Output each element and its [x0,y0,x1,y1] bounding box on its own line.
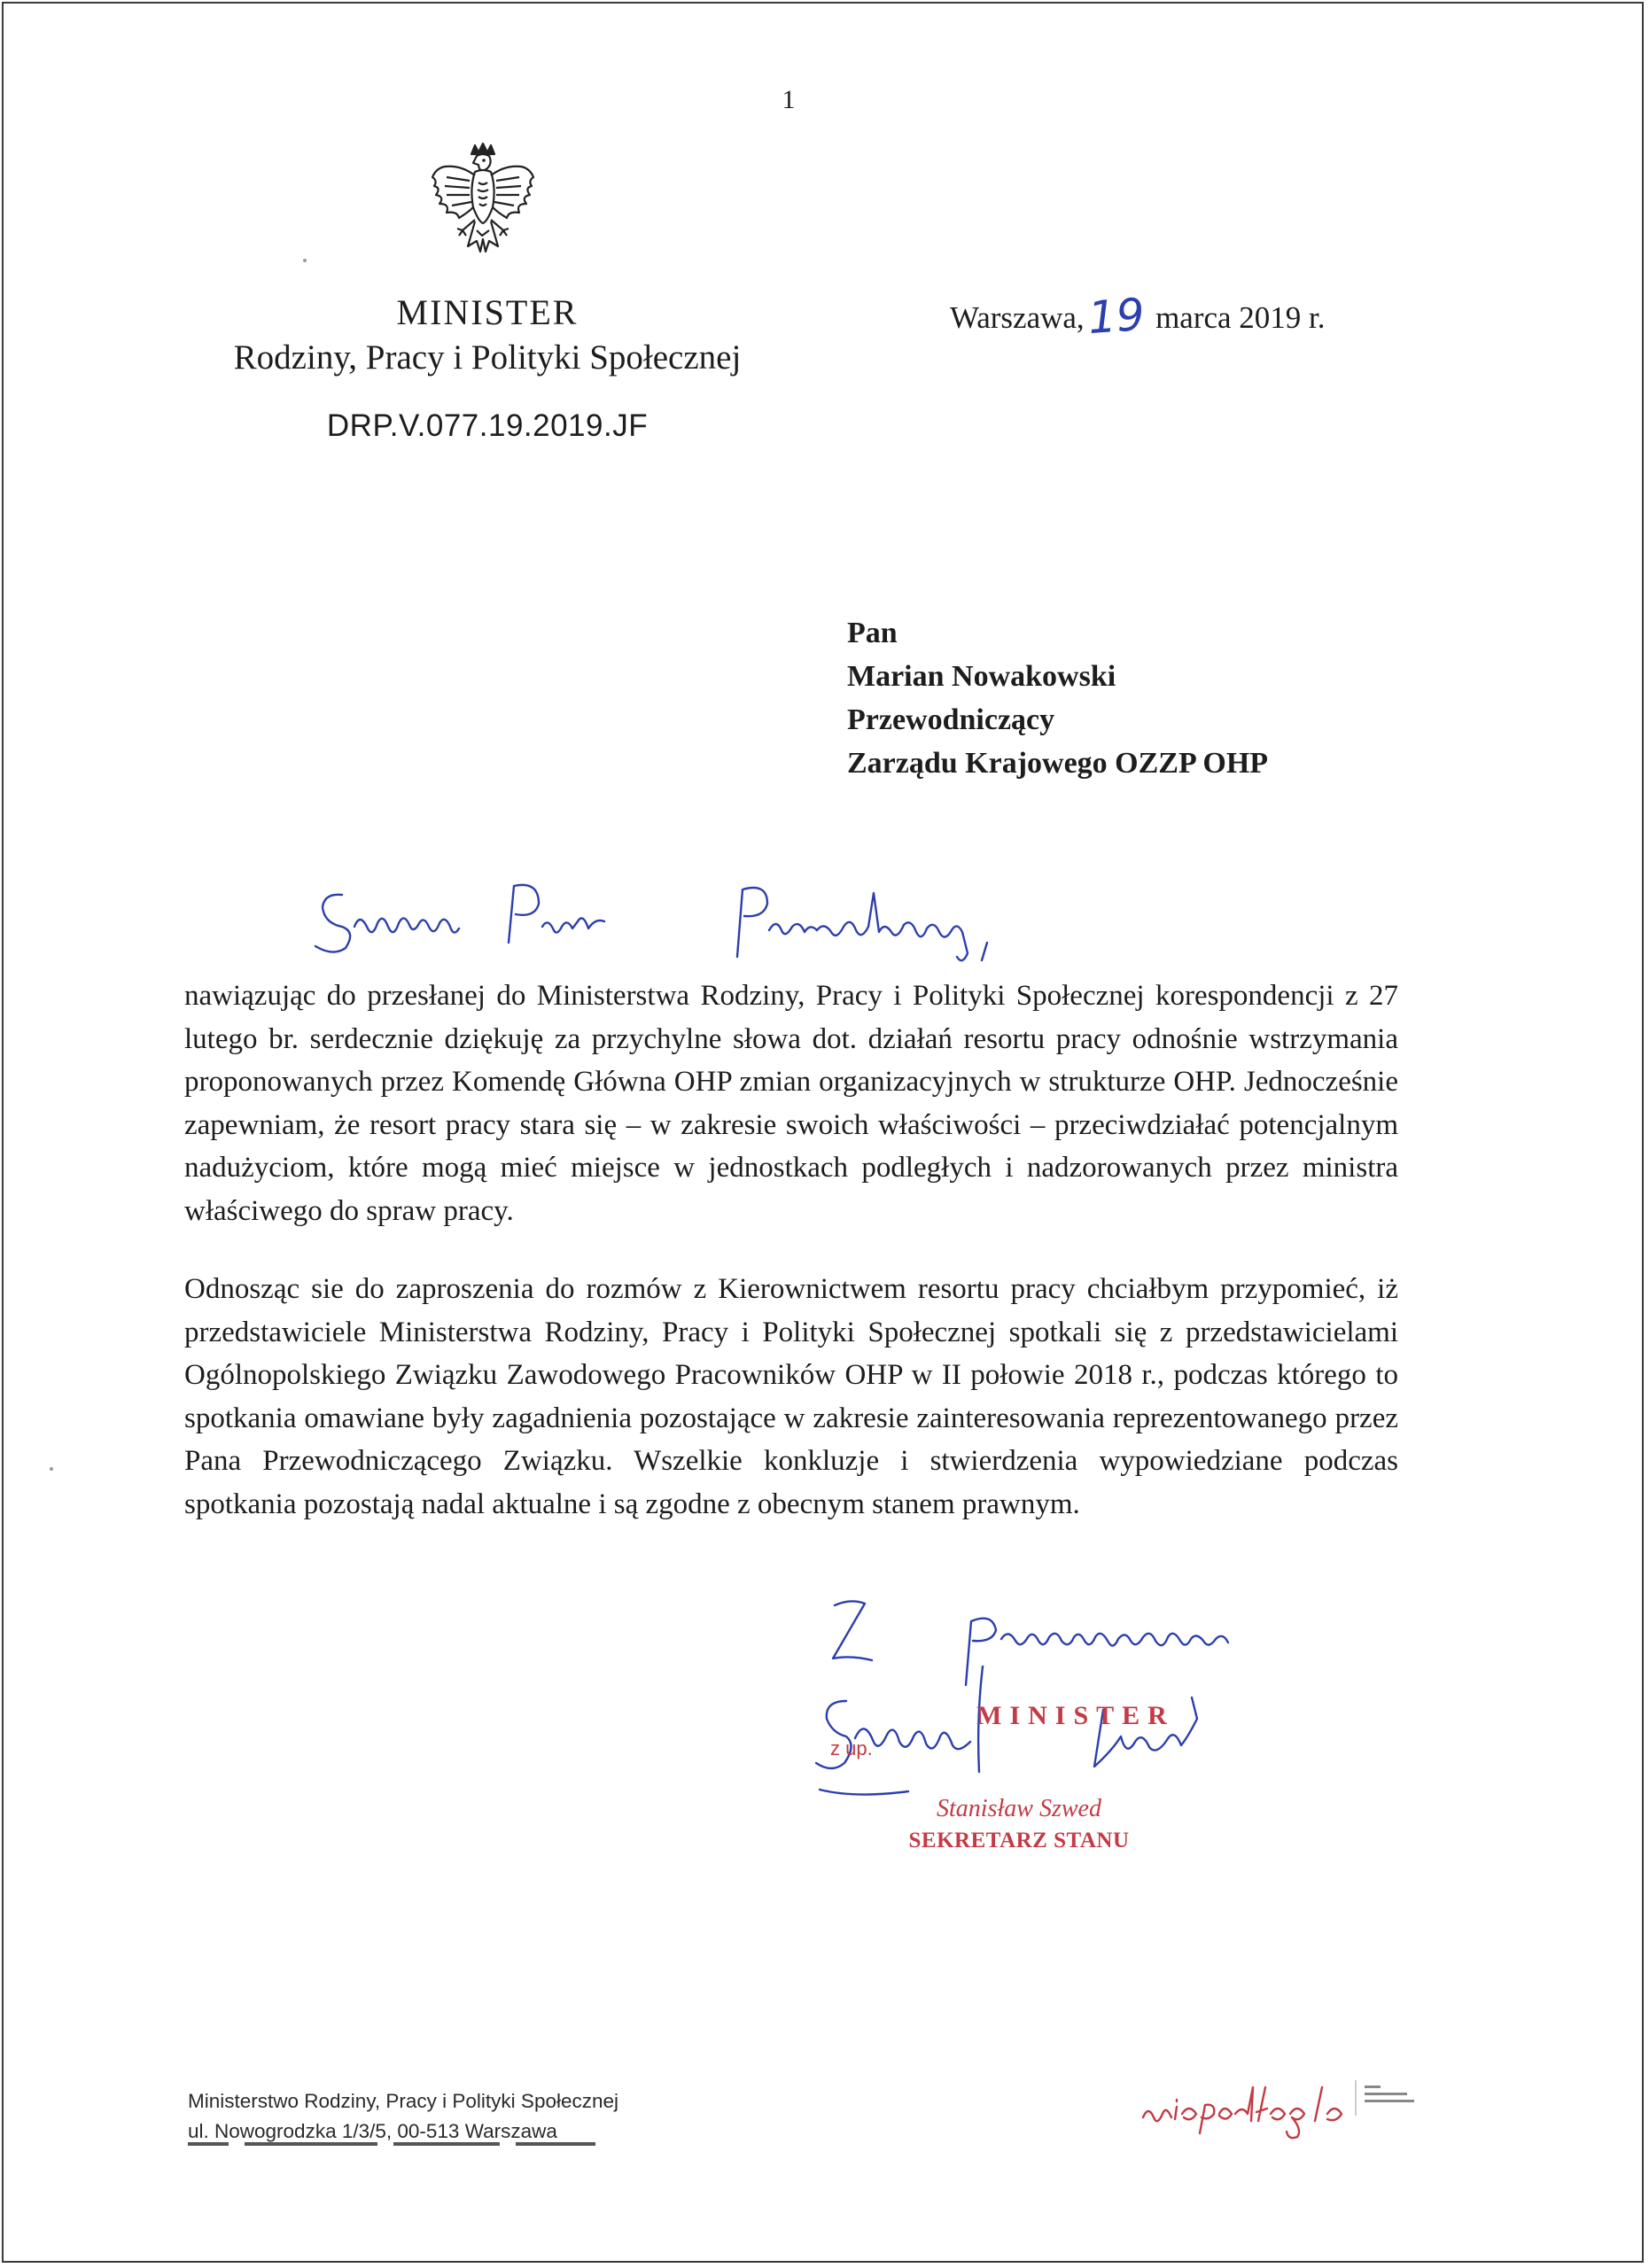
letter-body [184,975,1398,1561]
recipient-address [847,611,1268,785]
scan-speck [303,259,307,262]
official-stamp [886,1701,1258,1731]
stamp-zup: z up. [830,1737,873,1759]
body-paragraph-1: nawiązując do przesłanej do Ministerstwa Rodziny, Pracy i Polityki Społecznej korespondencji z 27 lutego br. serdecznie dziękuję za przychylne słowa dot. działań resortu pracy odnośnie wstrzymania proponowanych przez Komendę Główna OHP zmian organizacyjnych w strukturze OHP. Jednocześnie zapewniam, że resort pracy stara się – w zakresie swoich właściwości – przeciwdziałać potencjalnym nadużyciom, które mogą mieć miejsce w jednostkach podległych i nadzorowanych przez ministra właściwego do spraw pracy. [184,980,1398,1227]
recipient-title: Pan [847,617,898,649]
footer-address [188,2086,618,2147]
polish-eagle-emblem-icon [425,142,541,275]
date-day-handwritten: 19 [1085,288,1147,345]
page-number: 1 [782,85,796,114]
recipient-position: Przewodniczący [847,703,1055,736]
stamp-signatory-name: Stanisław Szwed [937,1795,1101,1822]
reference-number: DRP.V.077.19.2019.JF [326,408,649,443]
date-line [950,288,1326,345]
date-city: Warszawa, [950,300,1085,335]
footer-ministry: Ministerstwo Rodziny, Pracy i Polityki Społecznej [188,2090,619,2112]
niepodlegla-logo [1141,2064,1478,2144]
minister-title: MINISTER [396,292,579,332]
scan-speck [50,1467,53,1471]
stamp-title: MINISTER [976,1701,1175,1730]
footer-street: ul. Nowogrodzka 1/3/5, 00-513 Warszawa [188,2120,557,2142]
stamp-signatory-role: SEKRETARZ STANU [908,1829,1130,1852]
date-month-year: marca 2019 r. [1155,300,1326,335]
sender-header [151,291,824,448]
recipient-name: Marian Nowakowski [847,660,1116,693]
ministry-name: Rodziny, Pracy i Polityki Społecznej [233,338,742,377]
body-paragraph-2: Odnosząc sie do zaproszenia do rozmów z Kierownictwem resortu pracy chciałbym przypomieć, iż przedstawiciele Ministerstwa Rodziny, Pracy i Polityki Społecznej spotkali się z przedstawicielami Ogólnopolskiego Związku Zawodowego Pracowników OHP w II połowie 2018 r., podczas którego to spotkania omawiane były zagadnienia pozostające w zakresie zainteresowania reprezentowanego przez Pana Przewodniczącego Związku. Wszelkie konkluzje i stwierdzenia wypowiedziane podczas spotkania pozostają nadal aktualne i są zgodne z obecnym stanem prawnym. [184,1273,1398,1520]
handwritten-salutation [307,868,1131,983]
recipient-organization: Zarządu Krajowego OZZP OHP [847,747,1269,780]
footer-cut-off-line [188,2142,649,2151]
